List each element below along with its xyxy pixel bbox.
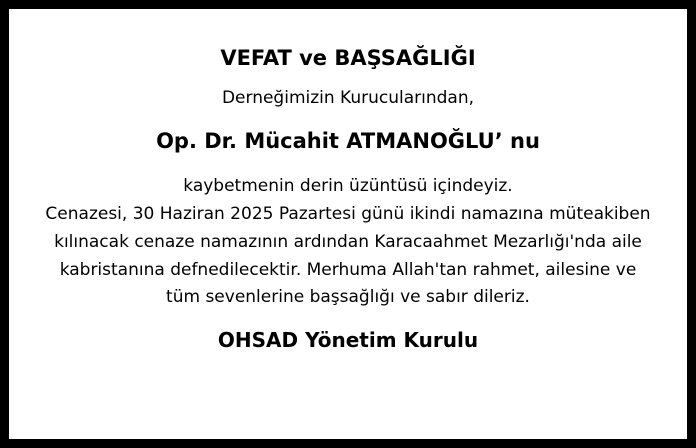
body-line: kabristanına defnedilecektir. Merhuma Allah'tan rahmet, ailesine ve [59,260,637,280]
body-line: tüm sevenlerine başsağlığı ve sabır dileriz. [166,287,530,307]
body-line: kılınacak cenaze namazının ardından Karacaahmet Mezarlığı'nda aile [54,232,642,252]
notice-intro: Derneğimizin Kurucularından, [221,88,475,108]
deceased-name: Op. Dr. Mücahit ATMANOĞLU’ nu [156,129,540,153]
notice-title: VEFAT ve BAŞSAĞLIĞI [220,46,476,70]
body-line: kaybetmenin derin üzüntüsü içindeyiz. [183,176,513,196]
notice-signature: OHSAD Yönetim Kurulu [217,328,479,352]
body-line: Cenazesi, 30 Haziran 2025 Pazartesi günü ikindi namazına müteakiben [45,204,651,224]
